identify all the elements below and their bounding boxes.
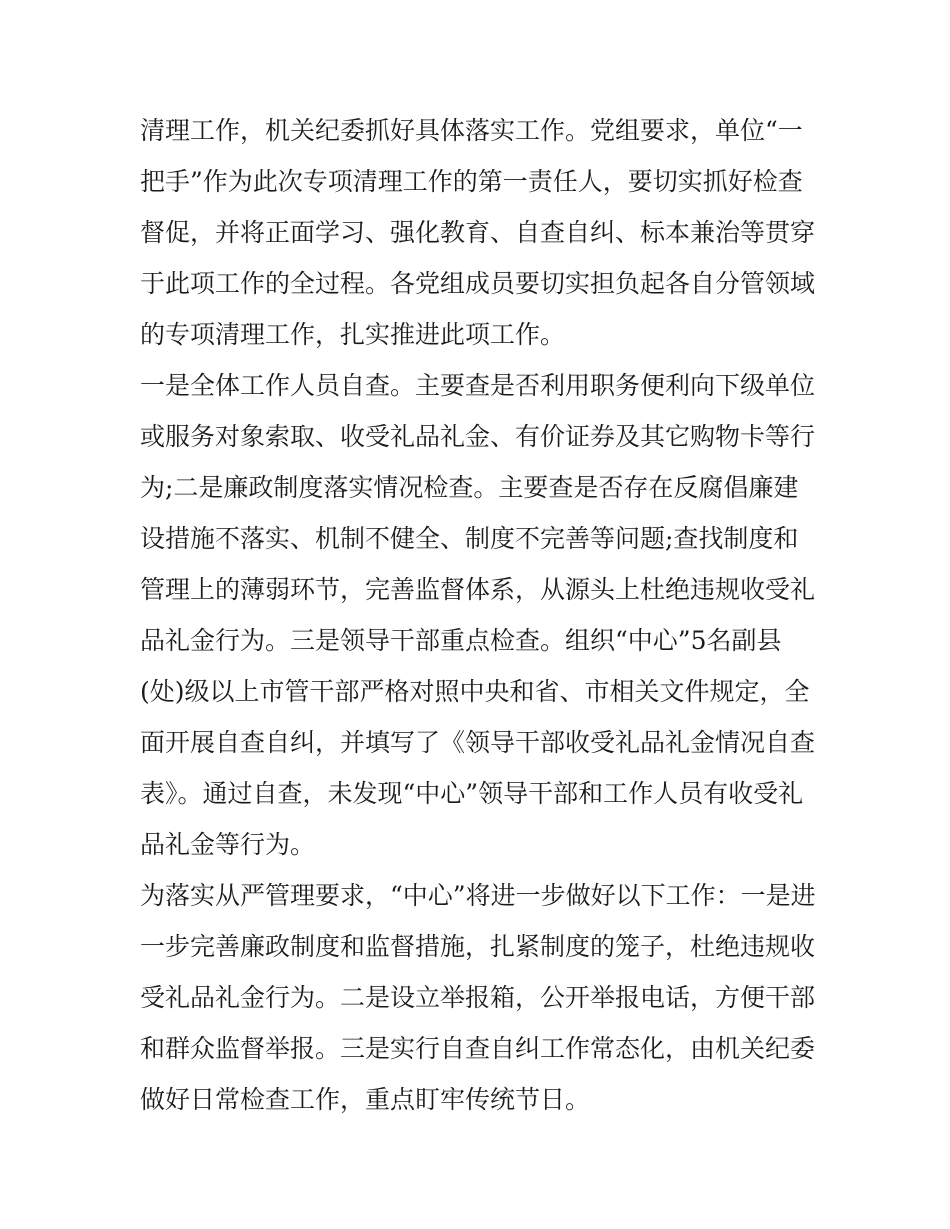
paragraph-1-line-5: 的专项清理工作，扎实推进此项工作。 bbox=[140, 320, 566, 349]
paragraph-2-line-3: 为;二是廉政制度落实情况检查。主要查是否存在反腐倡廉建 bbox=[140, 473, 799, 502]
paragraph-2-line-6: 品礼金行为。三是领导干部重点检查。组织“中心”5名副县 bbox=[140, 626, 782, 655]
paragraph-1-line-1: 清理工作，机关纪委抓好具体落实工作。党组要求，单位“一 bbox=[140, 116, 803, 145]
paragraph-3-line-3: 受礼品礼金行为。二是设立举报箱，公开举报电话，方便干部 bbox=[140, 983, 816, 1012]
paragraph-2-line-9: 表》。通过自查，未发现“中心”领导干部和工作人员有收受礼 bbox=[140, 779, 804, 808]
document-body bbox=[140, 105, 830, 1125]
paragraph-2-line-7: (处)级以上市管干部严格对照中央和省、市相关文件规定，全 bbox=[140, 677, 810, 706]
paragraph-1-line-2: 把手”作为此次专项清理工作的第一责任人，要切实抓好检查 bbox=[140, 167, 803, 196]
paragraph-3-line-1: 为落实从严管理要求，“中心”将进一步做好以下工作：一是进 bbox=[140, 881, 816, 910]
paragraph-2-line-1: 一是全体工作人员自查。主要查是否利用职务便利向下级单位 bbox=[140, 371, 816, 400]
paragraph-3-line-2: 一步完善廉政制度和监督措施，扎紧制度的笼子，杜绝违规收 bbox=[140, 932, 816, 961]
paragraph-2-line-5: 管理上的薄弱环节，完善监督体系，从源头上杜绝违规收受礼 bbox=[140, 575, 816, 604]
paragraph-2-line-8: 面开展自查自纠，并填写了《领导干部收受礼品礼金情况自查 bbox=[140, 728, 816, 757]
paragraph-2-line-10: 品礼金等行为。 bbox=[140, 830, 316, 859]
paragraph-3-line-4: 和群众监督举报。三是实行自查自纠工作常态化，由机关纪委 bbox=[140, 1034, 816, 1063]
paragraph-1-line-4: 于此项工作的全过程。各党组成员要切实担负起各自分管领域 bbox=[140, 269, 816, 298]
paragraph-3-line-5: 做好日常检查工作，重点盯牢传统节日。 bbox=[140, 1085, 591, 1114]
paragraph-2-line-4: 设措施不落实、机制不健全、制度不完善等问题;查找制度和 bbox=[140, 524, 799, 553]
paragraph-2-line-2: 或服务对象索取、收受礼品礼金、有价证券及其它购物卡等行 bbox=[140, 422, 816, 451]
paragraph-1-line-3: 督促，并将正面学习、强化教育、自查自纠、标本兼治等贯穿 bbox=[140, 218, 816, 247]
